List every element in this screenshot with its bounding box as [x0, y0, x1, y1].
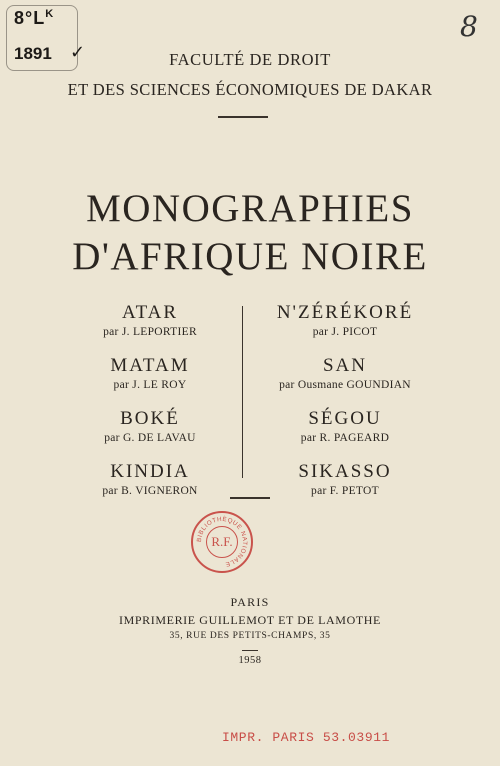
shelfmark-sup: K: [45, 8, 55, 20]
title-line-2: D'AFRIQUE NOIRE: [72, 235, 428, 278]
place-name: ATAR: [121, 302, 179, 323]
list-item: [60, 461, 240, 514]
divider-top: [218, 116, 268, 118]
author-name: par G. DE LAVAU: [104, 432, 196, 444]
faculty-line-2: ET DES SCIENCES ÉCONOMIQUES DE DAKAR: [67, 80, 433, 99]
library-seal-icon: [191, 511, 253, 573]
place-name: N'ZÉRÉKORÉ: [276, 302, 414, 323]
divider-middle: [230, 497, 270, 499]
pencil-mark: 8: [460, 10, 478, 43]
publication-year: 1958: [238, 655, 262, 666]
publisher-address: 35, RUE DES PETITS-CHAMPS, 35: [169, 631, 331, 641]
place-name: SÉGOU: [308, 408, 382, 429]
place-name: BOKÉ: [120, 408, 180, 429]
author-name: par F. PETOT: [311, 485, 379, 497]
column-divider: [242, 306, 243, 478]
title-line-1: MONOGRAPHIES: [86, 187, 414, 230]
seal-ring-text: BIBLIOTHÈQUE NATIONALE: [195, 515, 249, 568]
check-mark-icon: ✓: [70, 42, 86, 62]
list-item: [60, 302, 240, 355]
list-item: [250, 302, 440, 355]
list-item: [60, 355, 240, 408]
author-name: par J. PICOT: [312, 326, 378, 338]
author-name: par R. PAGEARD: [300, 432, 390, 444]
publisher-city: PARIS: [230, 595, 270, 609]
left-column: [60, 302, 240, 514]
list-item: [250, 461, 440, 514]
place-name: KINDIA: [110, 461, 190, 482]
author-name: par J. LEPORTIER: [103, 326, 197, 338]
divider-small: [242, 650, 258, 651]
shelfmark-number: 1891: [14, 44, 52, 63]
list-item: [250, 355, 440, 408]
shelfmark-code: 8°L: [14, 8, 46, 28]
seal-center: R.F.: [206, 526, 238, 558]
list-item: [60, 408, 240, 461]
author-name: par J. LE ROY: [113, 379, 187, 391]
publisher-name: IMPRIMERIE GUILLEMOT ET DE LAMOTHE: [119, 613, 381, 627]
place-name: SIKASSO: [298, 461, 392, 482]
faculty-line-1: FACULTÉ DE DROIT: [169, 50, 331, 69]
place-name: MATAM: [110, 355, 190, 376]
registration-stamp: IMPR. PARIS 53.03911: [222, 730, 391, 745]
author-name: par B. VIGNERON: [102, 485, 198, 497]
place-name: SAN: [322, 355, 367, 376]
author-name: par Ousmane GOUNDIAN: [279, 379, 411, 391]
list-item: [250, 408, 440, 461]
right-column: [250, 302, 440, 514]
